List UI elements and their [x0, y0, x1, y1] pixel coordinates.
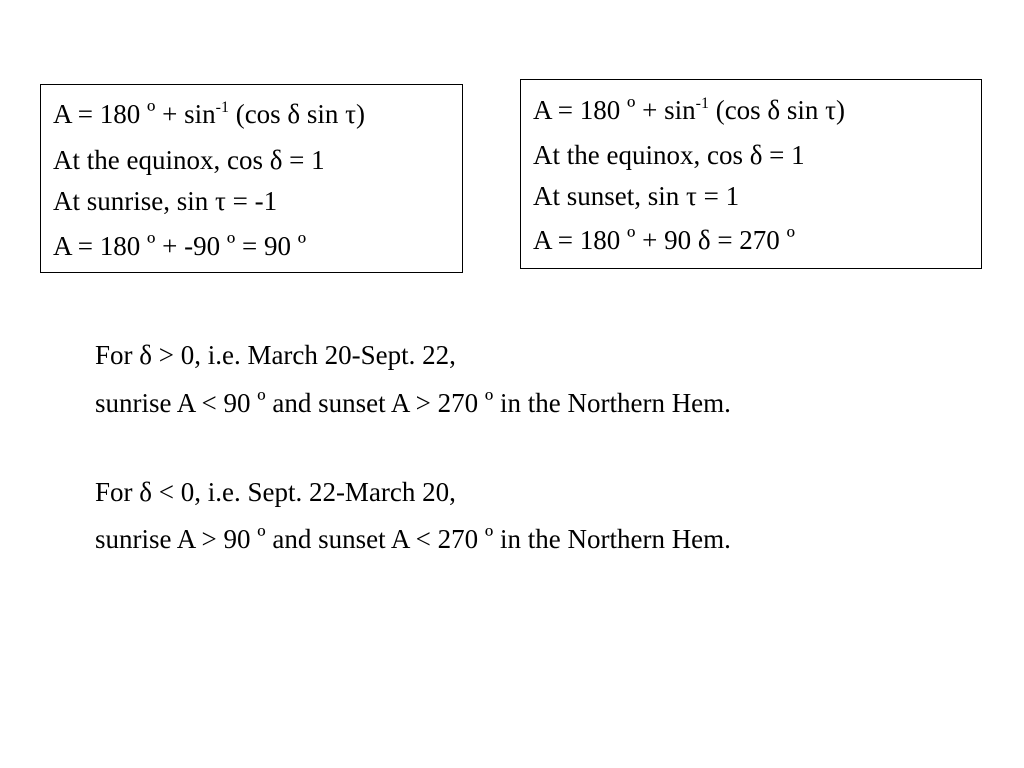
positive-declination-result — [95, 388, 731, 418]
degree-symbol: º — [257, 522, 266, 552]
sunrise-azimuth-result — [53, 231, 306, 261]
formula-text: (cos δ sin τ) — [228, 99, 366, 129]
result-text: sunrise A > 90 — [95, 524, 258, 554]
azimuth-formula — [533, 95, 845, 125]
inverse-superscript: -1 — [215, 99, 229, 116]
formula-text: + -90 — [155, 231, 227, 261]
equinox-condition: At the equinox, cos δ = 1 — [533, 140, 805, 170]
formula-text: + sin — [155, 99, 216, 129]
result-text: in the Northern Hem. — [493, 524, 731, 554]
sunrise-condition: At sunrise, sin τ = -1 — [53, 186, 278, 216]
degree-symbol: º — [484, 522, 494, 552]
degree-symbol: º — [297, 229, 307, 259]
result-text: in the Northern Hem. — [493, 388, 731, 418]
negative-declination-result — [95, 524, 731, 554]
result-text: and sunset A < 270 — [265, 524, 485, 554]
formula-text: A = 180 — [53, 99, 147, 129]
sunset-equation-box — [520, 79, 982, 269]
degree-symbol: º — [786, 223, 795, 253]
sunset-azimuth-result — [533, 225, 795, 255]
sunset-condition: At sunset, sin τ = 1 — [533, 181, 740, 211]
degree-symbol: º — [257, 386, 266, 416]
azimuth-formula — [53, 99, 365, 129]
inverse-superscript: -1 — [695, 95, 709, 112]
formula-text: A = 180 — [533, 225, 627, 255]
sunrise-equation-box — [40, 84, 463, 273]
equinox-condition: At the equinox, cos δ = 1 — [53, 145, 325, 175]
formula-text: A = 180 — [53, 231, 147, 261]
degree-symbol: º — [484, 386, 494, 416]
result-text: and sunset A > 270 — [265, 388, 485, 418]
degree-symbol: º — [627, 223, 636, 253]
formula-text: = 90 — [235, 231, 298, 261]
degree-symbol: º — [147, 97, 156, 127]
formula-text: + sin — [635, 95, 696, 125]
formula-text: + 90 δ = 270 — [635, 225, 787, 255]
formula-text: A = 180 — [533, 95, 627, 125]
negative-declination-condition: For δ < 0, i.e. Sept. 22-March 20, — [95, 477, 456, 507]
result-text: sunrise A < 90 — [95, 388, 258, 418]
degree-symbol: º — [627, 93, 636, 123]
formula-text: (cos δ sin τ) — [708, 95, 846, 125]
degree-symbol: º — [147, 229, 156, 259]
positive-declination-condition: For δ > 0, i.e. March 20-Sept. 22, — [95, 340, 456, 370]
degree-symbol: º — [226, 229, 236, 259]
